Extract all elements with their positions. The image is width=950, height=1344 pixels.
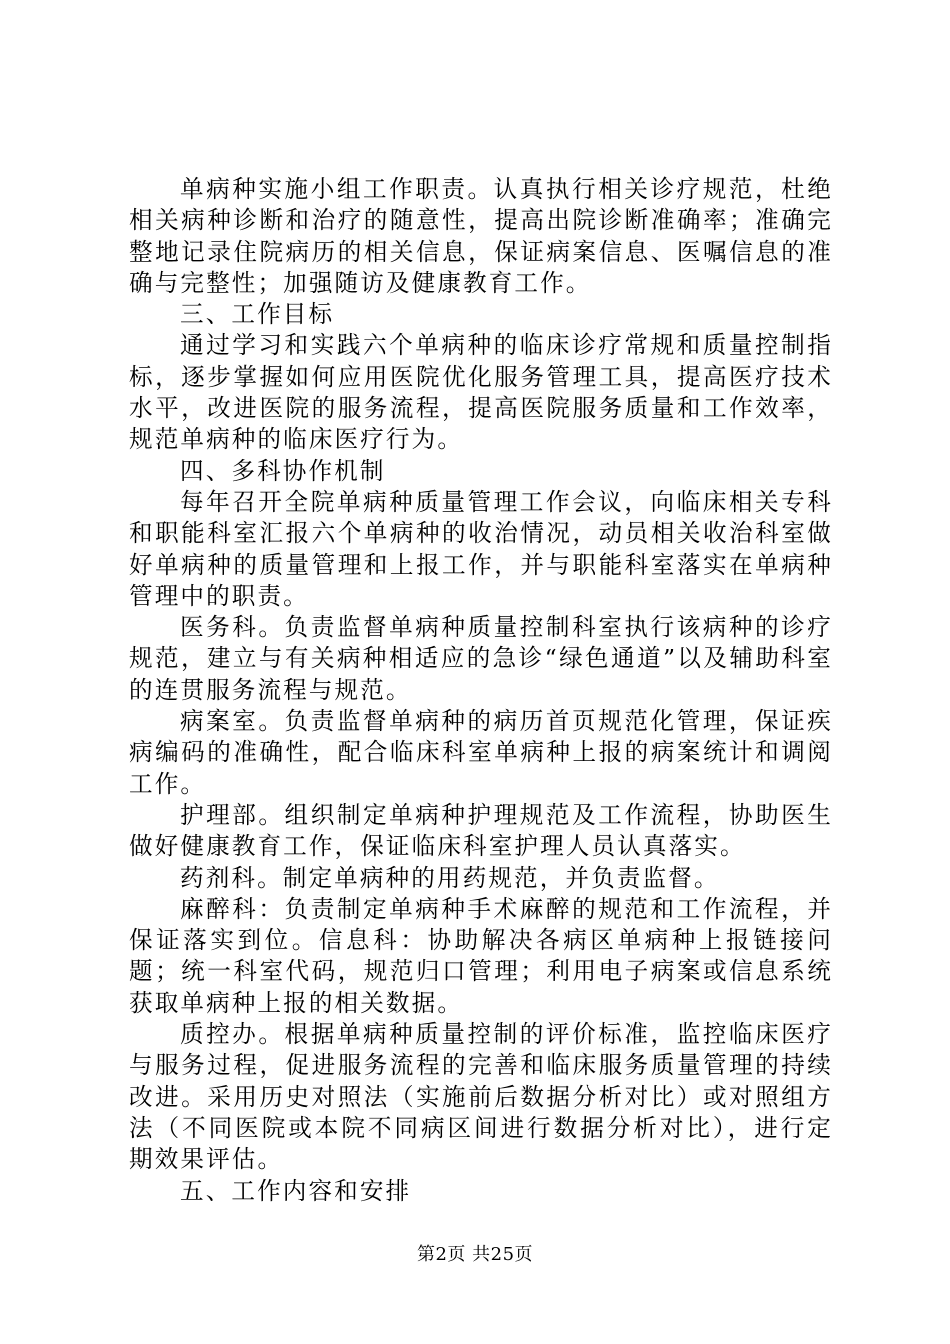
section-heading-collaboration: 四、多科协作机制 bbox=[180, 456, 386, 485]
paragraph-goals: 通过学习和实践六个单病种的临床诊疗常规和质量控制指标，逐步掌握如何应用医院优化服务管理工具，提高医疗技术水平，改进医院的服务流程，提高医院服务质量和工作效率，规范单病种的临床医疗行为。 bbox=[129, 331, 833, 454]
paragraph-group-duties: 单病种实施小组工作职责。认真执行相关诊疗规范，杜绝相关病种诊断和治疗的随意性，提高出院诊断准确率；准确完整地记录住院病历的相关信息，保证病案信息、医嘱信息的准确与完整性；加强随访及健康教育工作。 bbox=[129, 175, 833, 297]
paragraph-medical-records: 病案室。负责监督单病种的病历首页规范化管理，保证疾病编码的准确性，配合临床科室单病种上报的病案统计和调阅工作。 bbox=[129, 707, 833, 798]
document-body bbox=[129, 174, 833, 1207]
section-heading-goals: 三、工作目标 bbox=[180, 300, 335, 329]
section-heading-work-content: 五、工作内容和安排 bbox=[180, 1176, 412, 1205]
paragraph-medical-affairs: 医务科。负责监督单病种质量控制科室执行该病种的诊疗规范，建立与有关病种相适应的急诊“绿色通道”以及辅助科室的连贯服务流程与规范。 bbox=[129, 613, 833, 704]
paragraph-quality-control: 质控办。根据单病种质量控制的评价标准，监控临床医疗与服务过程，促进服务流程的完善和临床服务质量管理的持续改进。采用历史对照法（实施前后数据分析对比）或对照组方法（不同医院或本院不同病区间进行数据分析对比），进行定期效果评估。 bbox=[129, 1020, 833, 1174]
page-number-footer: 第2页 共25页 bbox=[416, 1244, 534, 1265]
paragraph-annual-meeting: 每年召开全院单病种质量管理工作会议，向临床相关专科和职能科室汇报六个单病种的收治情况，动员相关收治科室做好单病种的质量管理和上报工作，并与职能科室落实在单病种管理中的职责。 bbox=[129, 487, 833, 610]
paragraph-pharmacy: 药剂科。制定单病种的用药规范，并负责监督。 bbox=[180, 863, 720, 892]
paragraph-nursing: 护理部。组织制定单病种护理规范及工作流程，协助医生做好健康教育工作，保证临床科室护理人员认真落实。 bbox=[129, 800, 833, 861]
paragraph-anesthesia-it: 麻醉科：负责制定单病种手术麻醉的规范和工作流程，并保证落实到位。信息科：协助解决各病区单病种上报链接问题；统一科室代码，规范归口管理；利用电子病案或信息系统获取单病种上报的相关数据。 bbox=[129, 894, 833, 1017]
